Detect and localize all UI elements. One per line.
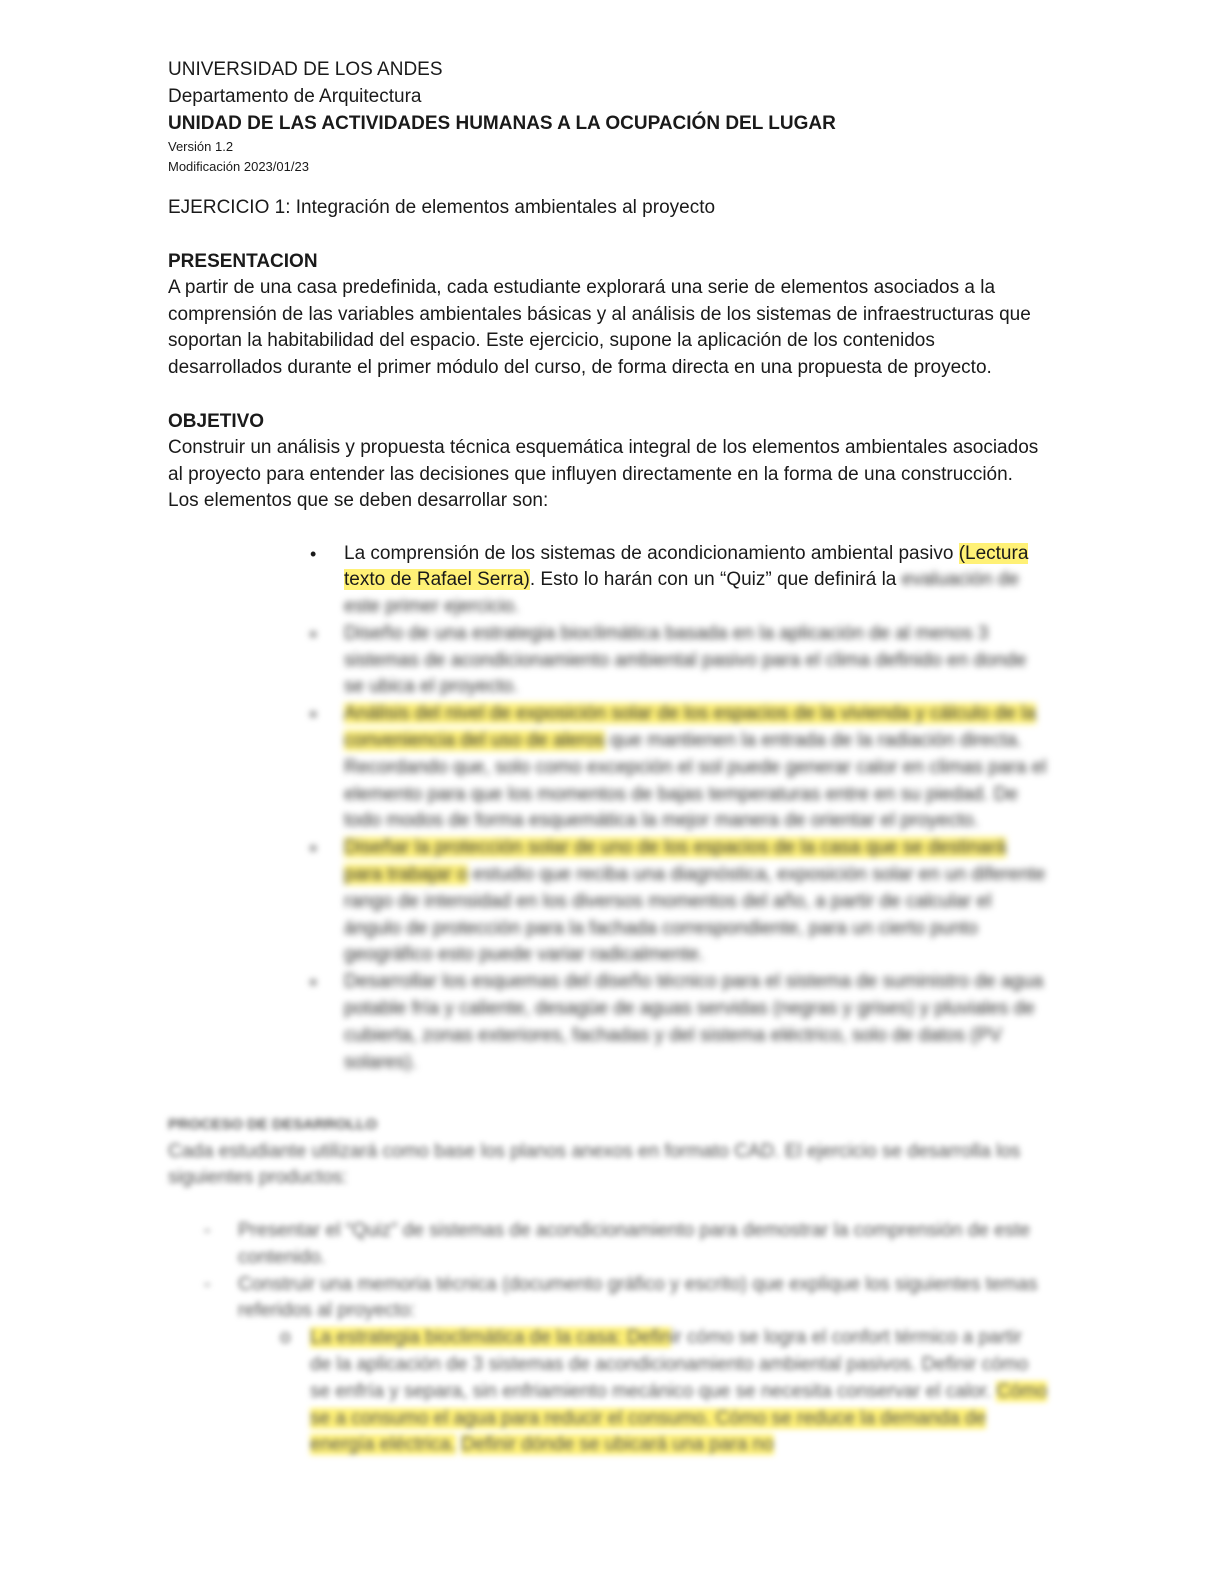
list-item (204, 1272, 1048, 1460)
bullet-square-icon: ▪ (310, 704, 317, 725)
list-item (310, 835, 1048, 969)
item-text: La comprensión de los sistemas de acondicionamiento ambiental pasivo (344, 542, 959, 564)
list-item (204, 1218, 1048, 1272)
objective-body: Construir un análisis y propuesta técnica esquemática integral de los elementos ambientales asociados al proyecto para entender las decisiones que influyen directamente en la forma de una construcción. Los elementos que se deben desarrollar son: (168, 437, 1039, 511)
objective-heading: OBJETIVO (168, 411, 265, 432)
elements-list (168, 541, 1048, 1077)
presentation-heading: PRESENTACION (168, 251, 318, 272)
highlighted-text: La estrategia bioclimática de la casa: Defin (310, 1327, 672, 1349)
process-section (168, 1112, 1048, 1459)
blurred-text: Diseño de una estrategia bioclimática basada en la aplicación de al menos 3 sistemas de acondicionamiento ambiental pasivo para el clima definido en donde se ubica el proyecto. (344, 622, 1027, 698)
process-heading: PROCESO DE DESARROLLO (168, 1116, 378, 1134)
exercise-title: EJERCICIO 1: Integración de elementos ambientales al proyecto (168, 197, 716, 218)
bullet-dash-icon: - (204, 1219, 211, 1241)
process-item-text: Construir una memoria técnica (documento gráfico y escrito) que explique los siguientes temas referidos al proyecto: (238, 1273, 1038, 1322)
document-page (168, 56, 1048, 1459)
bullet-circle-icon: o (280, 1327, 291, 1349)
process-item-text: Presentar el “Quiz” de sistemas de acondicionamiento para demostrar la comprensión de este contenido. (238, 1219, 1031, 1268)
bullet-dot-icon: • (310, 543, 317, 564)
process-list (168, 1218, 1048, 1459)
highlighted-text: Análisis del nivel de exposición solar de los espacios de la vivienda y cálculo de la conveniencia del uso de aleros (344, 703, 1036, 752)
sub-item-text: ir cómo se logra el confort térmico a partir de la aplicación de 3 sistemas de acondicionamiento ambiental pasivos. Definir cómo se enfría y separa, sin enfriamiento mecánico que se necesita conservar el calor. (310, 1327, 1029, 1402)
blurred-text: que mantienen la entrada de la radiación directa. Recordando que, solo como excepción el sol puede generar calor en climas para el elemento para que los momentos de bajas temperaturas entre en su piedad. De todo modos de forma esquemática la mejor manera de orientar el proyecto. (344, 730, 1047, 832)
blurred-text: Desarrollar los esquemas del diseño técnico para el sistema de suministro de agua potable fría y caliente, desagüe de aguas servidas (negras y grises) y pluviales de cubierta, zonas exteriores, fachadas y del sistema eléctrico, solo de datos (PV solares). (344, 971, 1044, 1073)
list-item (310, 541, 1048, 621)
presentation-body: A partir de una casa predefinida, cada estudiante explorará una serie de elementos asociados a la comprensión de las variables ambientales básicas y al análisis de los sistemas de infraestructuras que soportan la habitabilidad del espacio. Este ejercicio, supone la aplicación de los contenidos desarrollados durante el primer módulo del curso, de forma directa en una propuesta de proyecto. (168, 277, 1031, 378)
process-sublist (238, 1325, 1048, 1459)
blurred-text: evaluación de este primer ejercicio. (344, 569, 1019, 618)
highlighted-text: (Lectura texto de Rafael Serra) (344, 542, 1029, 591)
highlighted-text: Cómo se a consumo el agua para reducir el consumo. Cómo se reduce la demanda de energía eléctrica. (310, 1380, 1048, 1456)
unit-title: UNIDAD DE LAS ACTIVIDADES HUMANAS A LA OCUPACIÓN DEL LUGAR (168, 113, 836, 134)
university-name: UNIVERSIDAD DE LOS ANDES (168, 59, 443, 80)
list-item (310, 701, 1048, 835)
list-item (310, 969, 1048, 1076)
version-label: Versión 1.2 (168, 139, 234, 154)
list-item (310, 621, 1048, 701)
bullet-square-icon: ▪ (310, 972, 317, 993)
department-name: Departamento de Arquitectura (168, 86, 422, 107)
item-text: . Esto lo harán con un “Quiz” que definirá la (529, 569, 897, 591)
bullet-dash-icon: - (204, 1273, 211, 1295)
bullet-square-icon: ▪ (310, 838, 317, 859)
modified-date: Modificación 2023/01/23 (168, 159, 309, 174)
list-item (280, 1325, 1048, 1459)
blurred-text: estudio que reciba una diagnóstica, exposición solar en un diferente rango de intensidad en los diversos momentos del año, a partir de calcular el ángulo de protección para la fachada correspondiente, para un cierto punto geográfico esto puede variar radicalmente. (344, 864, 1046, 966)
highlighted-text: Definir dónde se ubicará una para no (461, 1434, 774, 1456)
highlighted-text: Diseñar la protección solar de uno de los espacios de la casa que se destinará para trabajar o (344, 837, 1007, 886)
process-body: Cada estudiante utilizará como base los planos anexos en formato CAD. El ejercicio se desarrolla los siguientes productos: (168, 1140, 1021, 1189)
bullet-square-icon: ▪ (310, 623, 317, 644)
